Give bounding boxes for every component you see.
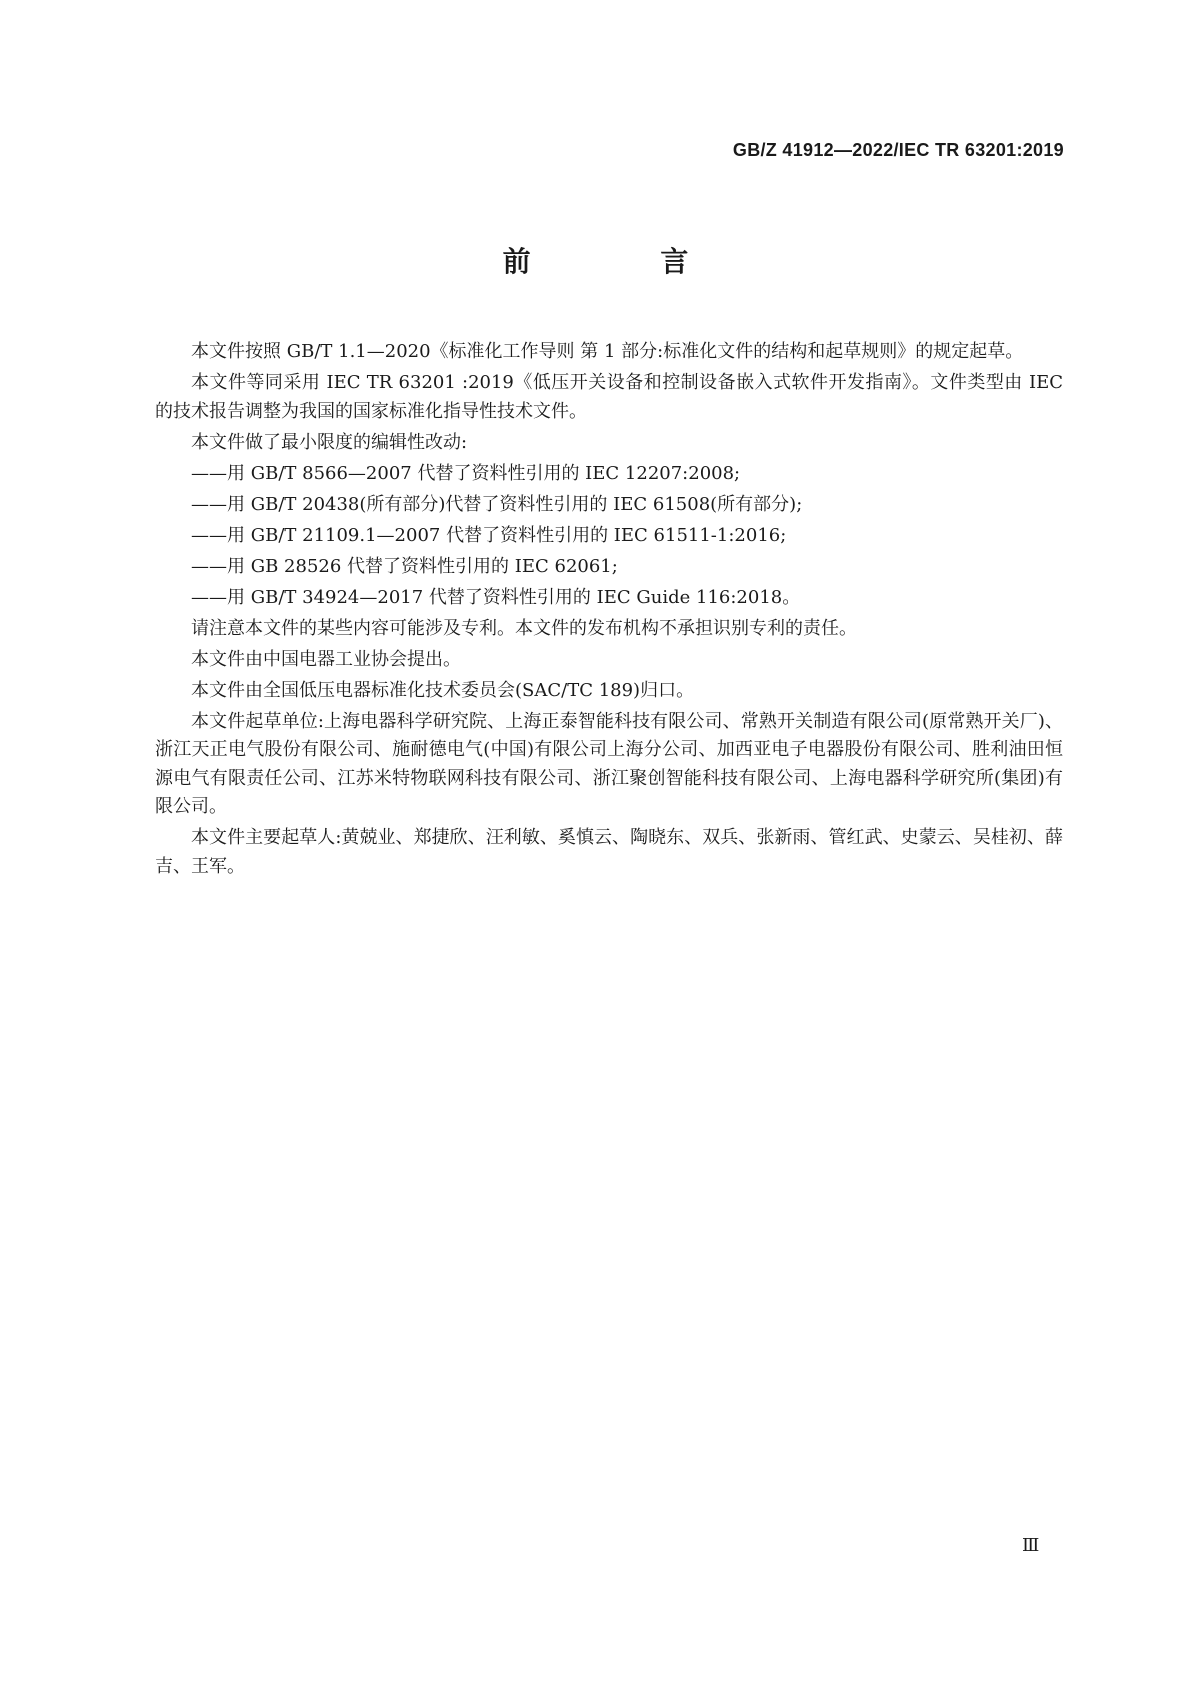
list-item-change: ——用 GB/T 20438(所有部分)代替了资料性引用的 IEC 61508(所有部分); bbox=[191, 493, 803, 515]
paragraph-adoption: 本文件等同采用 IEC TR 63201 :2019《低压开关设备和控制设备嵌入式软件开发指南》。文件类型由 IEC 的技术报告调整为我国的国家标准化指导性技术文件。 bbox=[155, 372, 1063, 422]
paragraph-patent-notice: 请注意本文件的某些内容可能涉及专利。本文件的发布机构不承担识别专利的责任。 bbox=[191, 617, 857, 639]
paragraph-drafting-units: 本文件起草单位:上海电器科学研究院、上海正泰智能科技有限公司、常熟开关制造有限公司(原常熟开关厂)、浙江天正电气股份有限公司、施耐德电气(中国)有限公司上海分公司、加西亚电子电器股份有限公司、胜利油田恒源电气有限责任公司、江苏米特物联网科技有限公司、浙江聚创智能科技有限公司、上海电器科学研究所(集团)有限公司。 bbox=[155, 710, 1063, 817]
paragraph-committee: 本文件由全国低压电器标准化技术委员会(SAC/TC 189)归口。 bbox=[191, 679, 695, 701]
document-body bbox=[155, 338, 1063, 884]
list-item-change: ——用 GB 28526 代替了资料性引用的 IEC 62061; bbox=[191, 555, 618, 577]
list-item-change: ——用 GB/T 8566—2007 代替了资料性引用的 IEC 12207:2008; bbox=[191, 462, 741, 484]
page-title: 前 言 bbox=[502, 245, 749, 278]
list-item-change: ——用 GB/T 21109.1—2007 代替了资料性引用的 IEC 61511-1:2016; bbox=[191, 524, 787, 546]
paragraph-editorial-changes: 本文件做了最小限度的编辑性改动: bbox=[191, 431, 468, 453]
paragraph-drafters: 本文件主要起草人:黄兢业、郑捷欣、汪利敏、奚慎云、陶晓东、双兵、张新雨、管红武、史蒙云、吴桂初、薛吉、王军。 bbox=[155, 827, 1063, 877]
paragraph-drafting-rules: 本文件按照 GB/T 1.1—2020《标准化工作导则 第 1 部分:标准化文件的结构和起草规则》的规定起草。 bbox=[191, 341, 1024, 362]
page-number: Ⅲ bbox=[1022, 1535, 1040, 1555]
list-item-change: ——用 GB/T 34924—2017 代替了资料性引用的 IEC Guide 116:2018。 bbox=[191, 586, 801, 608]
standard-code: GB/Z 41912—2022/IEC TR 63201:2019 bbox=[732, 140, 1064, 160]
paragraph-proposer: 本文件由中国电器工业协会提出。 bbox=[191, 648, 461, 670]
